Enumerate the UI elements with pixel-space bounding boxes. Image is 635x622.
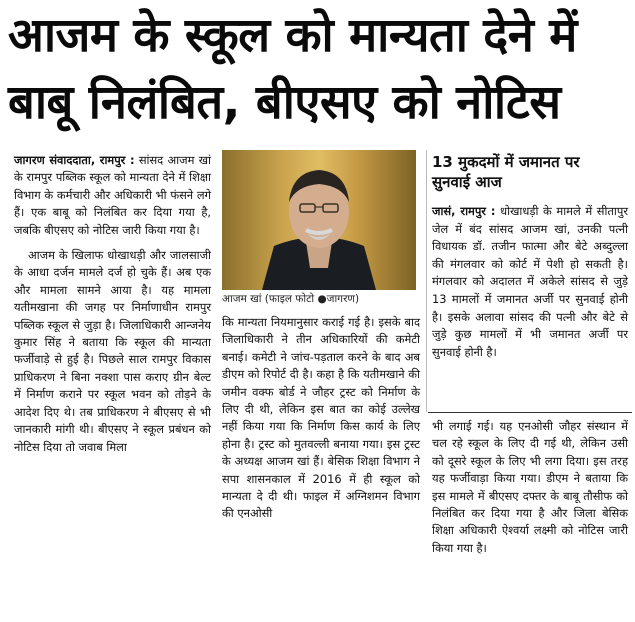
column-divider (426, 150, 427, 412)
main-story-intro: सांसद आजम खां के रामपुर पब्लिक स्कूल को मान्यता देने में शिक्षा विभाग के कर्मचारी और अधिकारी भी फंसने लगे हैं। एक बाबू को निलंबित कर दिया गया है, जबकि बीएसए को नोटिस जारी किया गया है। (14, 153, 211, 237)
main-story-column-2 (222, 314, 420, 523)
side-story-headline (432, 152, 632, 192)
main-story-body-3: भी लगाई गई। यह एनओसी जौहर संस्थान में चल रहे स्कूल के लिए दी गई थी, लेकिन उसी को दूसरे स्कूल के लिए भी लगा दिया। इस तरह यह फर्जीवाड़ा किया गया। डीएम ने बताया कि इस मामले में बीएसए दफ्तर के बाबू तौसीफ को निलंबित कर दिया गया है और जिला बेसिक शिक्षा अधिकारी ऐश्वर्या लक्ष्मी को नोटिस जारी किया गया है। (432, 419, 628, 555)
side-story-headline-line-2: सुनवाई आज (432, 173, 502, 191)
camera-icon: ● (317, 293, 327, 305)
main-story-column-1 (14, 152, 211, 456)
photo-caption (222, 292, 422, 306)
side-story-body (432, 203, 628, 361)
main-story-column-3 (432, 418, 628, 557)
photo-credit: जागरण) (326, 293, 360, 305)
headline-line-1: आजम के स्कूल को मान्यता देने में (8, 8, 577, 63)
side-story-divider (428, 412, 632, 413)
portrait-image (222, 150, 416, 290)
main-story-body-1: आजम के खिलाफ धोखाधड़ी और जालसाजी के आधा दर्जन मामले दर्ज हो चुके हैं। अब एक और मामला सामने आया है। यह मामला यतीमखाना की जगह पर निर्माणाधीन रामपुर पब्लिक स्कूल से जुड़ा है। जिलाधिकारी आन्जनेय कुमार सिंह ने बताया कि स्कूल की मान्यता फर्जीवाड़े से हुई है। पिछले साल रामपुर विकास प्राधिकरण ने बिना नक्शा पास कराए ग्रीन बेल्ट में निर्माण कराने पर स्कूल भवन को तोड़ने के आदेश दिए थे। तब प्राधिकरण ने बीएसए से भी जानकारी मांगी थी। बीएसए ने स्कूल प्रबंधन को नोटिस दिया तो जवाब मिला (14, 248, 211, 454)
main-story-lead (14, 152, 211, 239)
side-story-byline: जासं, रामपुर : (432, 204, 496, 218)
headline (8, 2, 628, 136)
headline-line-2: बाबू निलंबित, बीएसए को नोटिस (8, 75, 561, 130)
main-story-byline: जागरण संवाददाता, रामपुर : (14, 153, 135, 167)
main-story-body-2: कि मान्यता नियमानुसार कराई गई है। इसके बाद जिलाधिकारी ने तीन अधिकारियों की कमेटी बनाई। कमेटी ने जांच-पड़ताल करने के बाद अब डीएम को रिपोर्ट दी है। कहा है कि यतीमखाने की जमीन वक्फ बोर्ड ने जौहर ट्रस्ट को निर्माण के लिए दी थी, लेकिन इस बात का कोई उल्लेख नहीं किया गया कि निर्माण किस कार्य के लिए होना है। ट्रस्ट को मुतवल्ली बनाया गया। इस ट्रस्ट के अध्यक्ष आजम खां हैं। बेसिक शिक्षा विभाग ने सपा शासनकाल में 2016 में ही स्कूल को मान्यता दे दी थी। फाइल में अग्निशमन विभाग की एनओसी (222, 315, 420, 521)
azam-khan-photo (222, 150, 416, 290)
side-story-text: धोखाधड़ी के मामले में सीतापुर जेल में बंद सांसद आजम खां, उनकी पत्नी विधायक डॉ. तजीन फात्मा और बेटे अब्दुल्ला की मंगलवार को कोर्ट में पेशी हो सकती है। मंगलवार को अदालत में अकेले सांसद से जुड़े 13 मामलों में जमानत अर्जी पर सुनवाई होनी है। इसके अलावा सांसद की पत्नी और बेटे से जुड़े कुछ मामलों में भी जमानत अर्जी पर सुनवाई होनी है। (432, 204, 628, 359)
side-story-headline-line-1: 13 मुकदमों में जमानत पर (432, 153, 580, 171)
photo-caption-text: आजम खां (फाइल फोटो (222, 293, 315, 305)
